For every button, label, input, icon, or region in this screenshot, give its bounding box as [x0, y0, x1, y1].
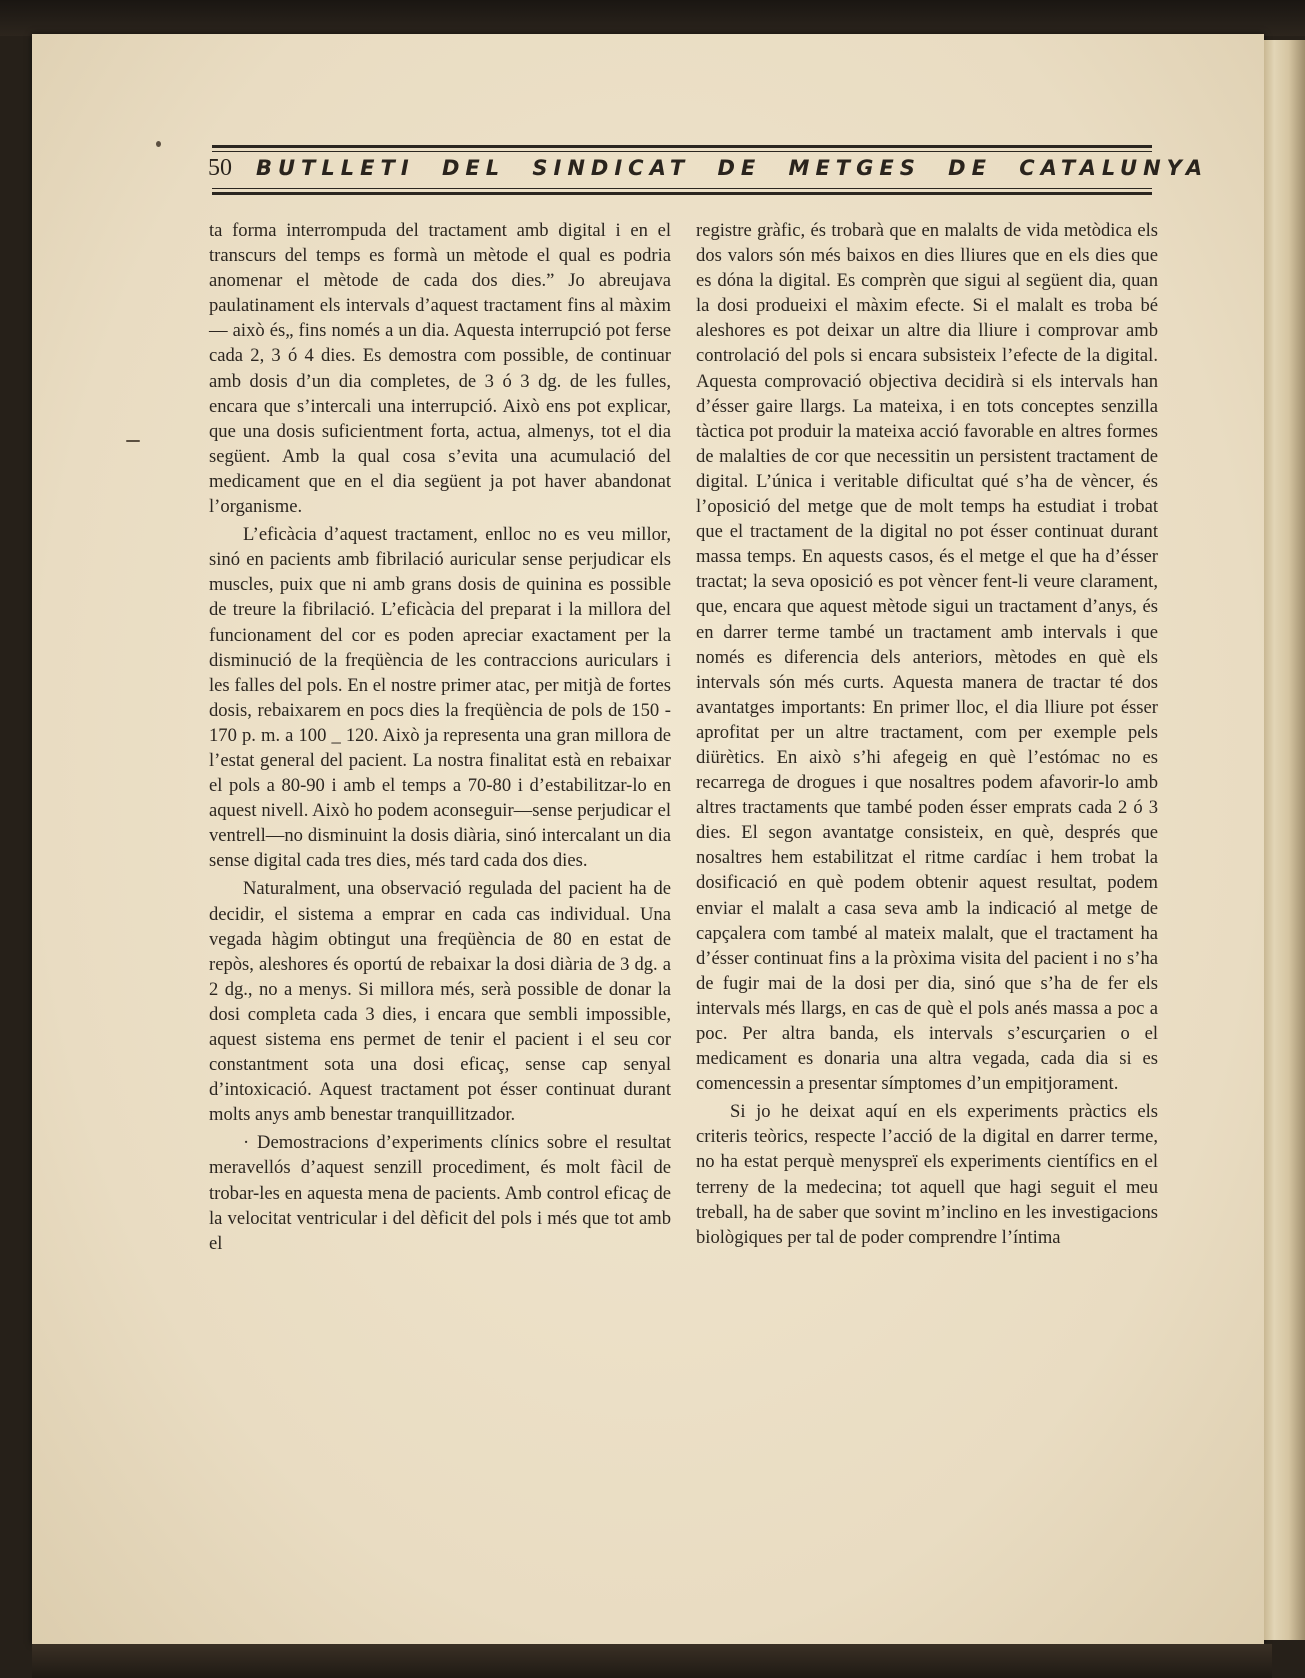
paragraph: Naturalment, una observació regulada del pacient ha de decidir, el sistema a emprar en cada cas individual. Una vegada hàgim obtingut una freqüència de 80 en estat de repòs, aleshores és oportú de rebaixar la dosi diària de 3 dg. a 2 dg., no a menys. Si millora més, serà possible de donar la dosi completa cada 3 dies, i encara que sembli impossible, aquest sistema ens permet de tenir el pacient i el seu cor constantment sota una dosi eficaç, sense cap senyal d’intoxicació. Aquest tractament pot ésser continuat durant molts anys amb benestar tranquillitzador.	[209, 878, 671, 1126]
header-rule-bottom-thin	[212, 188, 1152, 189]
paragraph: · Demostracions d’experiments clínics sobre el resultat meravellós d’aquest senzill procediment, és molt fàcil de trobar-les en aquesta mena de pacients. Amb control eficaç de la velocitat ventricular i del dèficit del pols i més que tot amb el	[209, 1132, 671, 1254]
journal-title: BUTLLETI DEL SINDICAT DE METGES DE CATALUNYA	[256, 156, 1209, 180]
page-number: 50	[208, 154, 232, 181]
scan-background-bottom	[32, 1644, 1272, 1678]
scan-background-top	[0, 0, 1305, 36]
header-rule-top	[212, 145, 1152, 148]
text-column-left	[209, 218, 671, 1256]
paper-speck	[126, 440, 140, 442]
paper-speck	[156, 141, 161, 147]
page-edge-fold	[1264, 40, 1305, 1640]
paragraph: Si jo he deixat aquí en els experiments pràctics els criteris teòrics, respecte l’acció de la digital en darrer terme, no ha estat perquè menyspreï els experiments científics en el terreny de la medecina; tot aquell que hagi seguit el meu treball, ha de saber que sovint m’inclino en les investigacions biològiques per tal de poder comprendre l’íntima	[696, 1101, 1158, 1248]
paragraph: ta forma interrompuda del tractament amb digital i en el transcurs del temps es formà un mètode el qual es podria anomenar el mètode de cada dos dies.” Jo abreujava paulatinament els intervals d’aquest tractament fins al màxim — això és„ fins només a un dia. Aquesta interrupció pot ferse cada 2, 3 ó 4 dies. Es demostra com possible, de continuar amb dosis d’un dia completes, de 3 ó 3 dg. de les fulles, encara que s’intercali una interrupció. Això ens pot explicar, que una dosis suficientment forta, actua, almenys, tot el dia següent. Amb la qual cosa s’evita una acumulació del medicament que en el dia següent ja pot haver abandonat l’organisme.	[209, 220, 671, 518]
text-column-right	[696, 218, 1158, 1250]
paragraph: L’eficàcia d’aquest tractament, enlloc no es veu millor, sinó en pacients amb fibrilació auricular sense perjudicar els muscles, puix que ni amb grans dosis de quinina es possible de treure la fibrilació. L’eficàcia del preparat i la millora del funcionament del cor es poden apreciar exactament per la disminució de la freqüència de les contraccions auriculars i les falles del pols. En el nostre primer atac, per mitjà de fortes dosis, rebaixarem en pocs dies la freqüència de pols de 150 - 170 p. m. a 100 _ 120. Això ja representa una gran millora de l’estat general del pacient. La nostra finalitat està en rebaixar el pols a 80-90 i amb el temps a 70-80 i d’estabilitzar-lo en aquest nivell. Això ho podem aconseguir—sense perjudicar el ventrell—no disminuint la dosis diària, sinó intercalant un dia sense digital cada tres dies, més tard cada dos dies.	[209, 524, 671, 872]
header-rule-bottom	[212, 192, 1152, 195]
running-header	[208, 150, 1209, 186]
paragraph: registre gràfic, és trobarà que en malalts de vida metòdica els dos valors són més baixos en dies lliures que en els dies que es dóna la digital. Es comprèn que sigui al següent dia, quan la dosi produeixi el màxim efecte. Si el malalt es troba bé aleshores es pot deixar un altre dia lliure i comprovar amb controlació del pols si encara subsisteix l’efecte de la digital. Aquesta comprovació objectiva decidirà si els intervals han d’ésser gaire llargs. La mateixa, i en tots conceptes senzilla tàctica pot produir la mateixa acció favorable en altres formes de malalties de cor que necessitin un persistent tractament de digital. L’única i veritable dificultat qué s’ha de vèncer, és l’oposició del metge que de molt temps ha estudiat i trobat que el tractament de la digital no pot ésser continuat durant massa temps. En aquests casos, és el metge el que ha d’ésser tractat; la seva oposició es pot vèncer fent-li veure clarament, que, encara que aquest mètode sigui un tractament d’anys, és en darrer terme també un tractament amb intervals i que només es diferencia dels anteriors, mètodes en què els intervals són més curts. Aquesta manera de tractar té dos avantatges importants: En primer lloc, el dia lliure pot ésser aprofitat per un altre tractament, com per exemple pels diürètics. En això s’hi afegeig en què l’estómac no es recarrega de drogues i que nosaltres podem afavorir-lo amb altres tractaments que també poden ésser emprats cada 2 ó 3 dies. El segon avantatge consisteix, en què, després que nosaltres hem estabilitzat el ritme cardíac i hem trobat la dosificació en què podem obtenir aquest resultat, podem enviar el malalt a casa seva amb la indicació al metge de capçalera com també al mateix malalt, que el tractament ha d’ésser continuat fins a la pròxima visita del pacient i no s’ha de fugir mai de la dosi per dia, sinó que s’ha de fer els intervals més llargs, en cas de què el pols anés massa a poc a poc. Per altra banda, els intervals s’escurçarien o el medicament es donaria una altra vegada, cada dia si es comencessin a presentar símptomes d’un empitjorament.	[696, 220, 1158, 1095]
